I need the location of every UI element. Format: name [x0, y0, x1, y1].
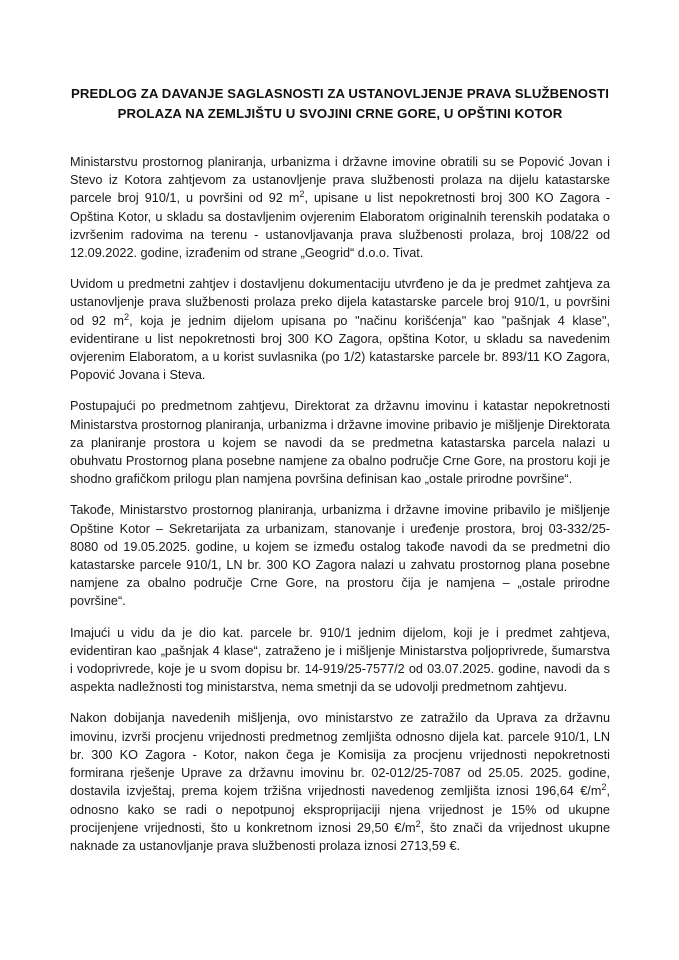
superscript: 2	[601, 782, 607, 793]
paragraph-1: Ministarstvu prostornog planiranja, urbanizma i državne imovine obratili su se Popović Jovan i Stevo iz Kotora zahtjevom za ustanovljenje prava službenosti prolaza na dijelu katastarske parcele broj 910/1, u površini od 92 $m^2$, upisane u list nepokretnosti broj 300 KO Zagora - Opština Kotor, u skladu sa dostavljenim ovjerenim Elaboratom originalnih terenskih podataka o izvršenim radovima na terenu - ustanovljavanja prava službenosti prolaza, broj 108/22 od 12.09.2022. godine, izrađenim od strane „Geogrid“ d.o.o. Tivat.	[70, 155, 610, 261]
paragraph-2: Uvidom u predmetni zahtjev i dostavljenu dokumentaciju utvrđeno je da je predmet zahtjeva za ustanovljenje prava službenosti prolaza preko dijela katastarske parcele broj 910/1, u površini od 92 $m^2$, koja je jednim dijelom upisana po "načinu korišćenja" kao "pašnjak 4 klase", evidentirane u list nepokretnosti broj 300 KO Zagora, opština Kotor, u skladu sa navedenim ovjerenim Elaboratom, a u korist suvlasnika (po 1/2) katastarske parcele br. 893/11 KO Zagora, Popović Jovana i Steva.	[70, 277, 610, 383]
document-content	[70, 0, 610, 855]
paragraph-3: Postupajući po predmetnom zahtjevu, Direktorat za državnu imovinu i katastar nepokretnosti Ministarstva prostornog planiranja, urbanizma i državne imovine pribavio je mišljenje Direktorata za planiranje prostora u kojem se navodi da se predmetna katastarska parcela nalazi u obuhvatu Prostornog plana posebne namjene za obalno područje Crne Gore, na prostoru koji je shodno grafičkom prilogu plan namjena površina definisan kao „ostale prirodne površine“.	[70, 399, 610, 487]
superscript: 2	[415, 818, 421, 829]
page-title: PREDLOG ZA DAVANJE SAGLASNOSTI ZA USTANOVLJENJE PRAVA SLUŽBENOSTI PROLAZA NA ZEMLJIŠTU U SVOJINI CRNE GORE, U OPŠTINI KOTOR	[71, 86, 609, 121]
paragraph-5: Imajući u vidu da je dio kat. parcele br. 910/1 jednim dijelom, koji je i predmet zahtjeva, evidentiran kao „pašnjak 4 klase“, zatraženo je i mišljenje Ministarstva poljoprivrede, šumarstva i vodoprivrede, koje je u svom dopisu br. 14-919/25-7577/2 od 03.07.2025. godine, navodi da s aspekta nadležnosti tog ministarstva, nema smetnji da se udovolji predmetnom zahtjevu.	[70, 625, 610, 695]
superscript: 2	[124, 311, 130, 322]
paragraph-6: Nakon dobijanja navedenih mišljenja, ovo ministarstvo ze zatražilo da Uprava za državnu imovinu, izvrši procjenu vrijednosti predmetnog zemljišta odnosno dijela kat. parcele 910/1, LN br. 300 KO Zagora - Kotor, nakon čega je Komisija za procjenu vrijednosti nepokretnosti formirana rješenje Uprave za državnu imovinu br. 02-012/25-7087 od 25.05. 2025. godine, dostavila izvještaj, prema kojem tržišna vrijednosti navedenog zemljišta iznosi 196,64 $€/m^2$, odnosno kako se radi o nepotpunoj eksproprijaciji njena vrijednost je 15% od ukupne procijenjene vrijednosti, što u konkretnom iznosi 29,50 $€/m^2$, što znači da vrijednost ukupne naknade za ustanovljanje prava službenosti prolaza iznosi 2713,59 €.	[70, 711, 611, 853]
superscript: 2	[299, 189, 305, 200]
document-body	[70, 123, 610, 855]
paragraph-4: Takođe, Ministarstvo prostornog planiranja, urbanizma i državne imovine pribavilo je mišljenje Opštine Kotor – Sekretarijata za urbanizam, stanovanje i uređenje prostora, broj 03-332/25-8080 od 19.05.2025. godine, u kojem se između ostalog takođe navodi da se predmetni dio katastarske parcele 910/1, LN br. 300 KO Zagora nalazi u zahvatu prostornog plana posebne namjene za obalno područje Crne Gore, na prostoru čija je namjena – „ostale prirodne površine“.	[70, 503, 610, 609]
